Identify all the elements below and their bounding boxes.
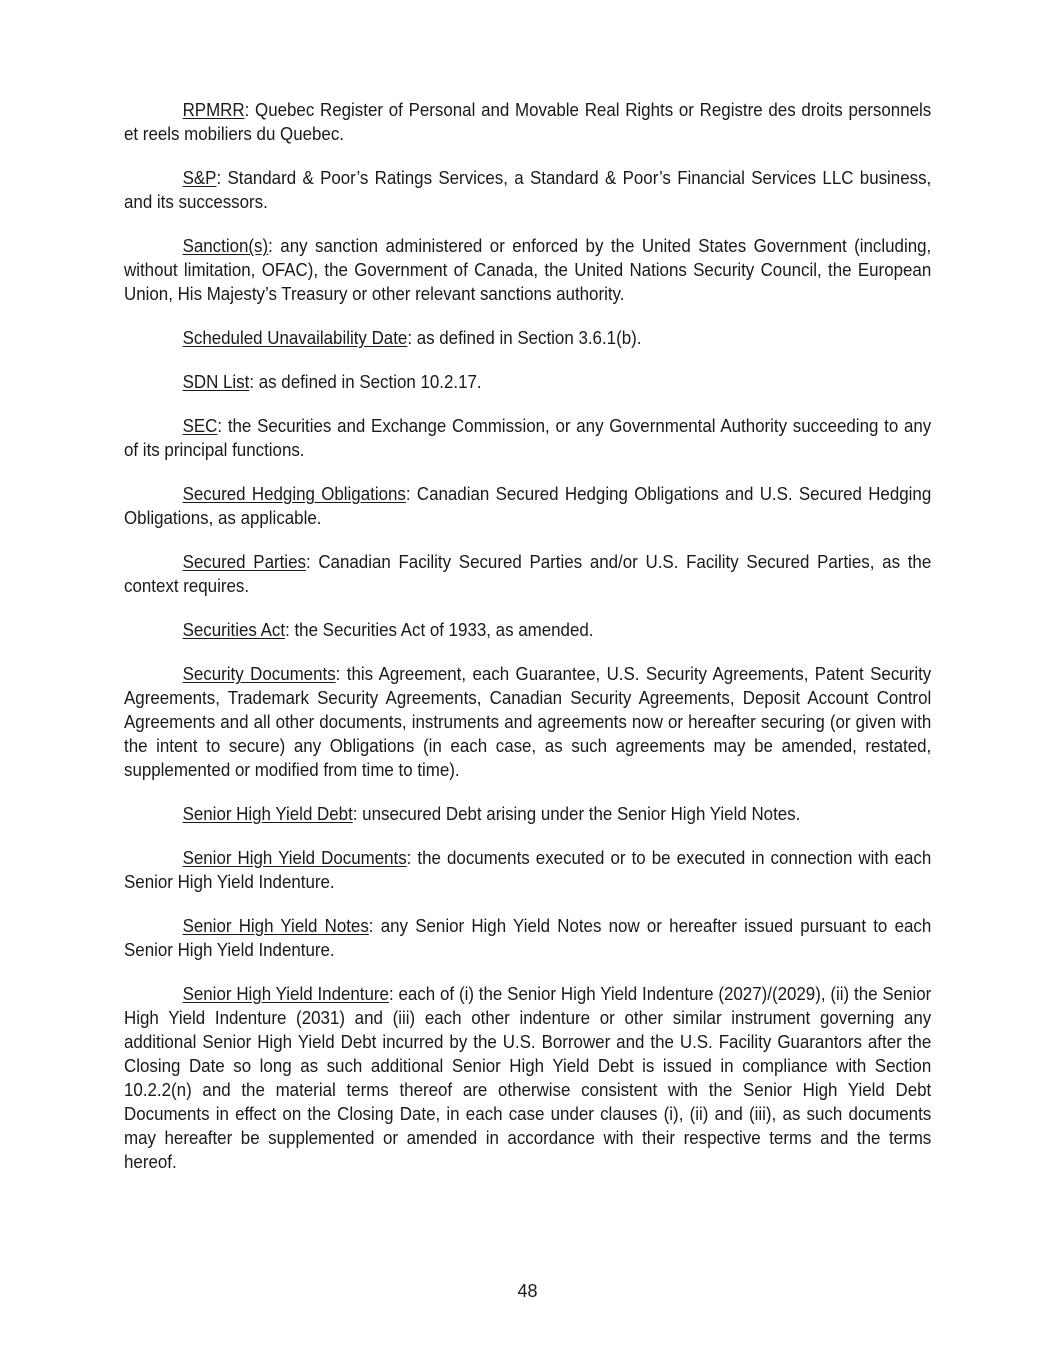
defined-term: Senior High Yield Notes: [182, 916, 369, 936]
definition-senior-high-yield-indenture: [124, 982, 931, 1174]
defined-term: Scheduled Unavailability Date: [182, 328, 408, 348]
definition-sec: [124, 414, 931, 462]
defined-term: SDN List: [182, 372, 250, 392]
definition-text: : the Securities Act of 1933, as amended.: [285, 620, 594, 640]
definition-text: : Canadian Facility Secured Parties and/or U.S. Facility Secured Parties, as the context requires.: [124, 552, 932, 596]
definition-security-documents: [124, 662, 931, 782]
definition-text: : Standard & Poor’s Ratings Services, a Standard & Poor’s Financial Services LLC business, and its successors.: [124, 168, 932, 212]
defined-term: Security Documents: [182, 664, 336, 684]
definition-rpmrr: [124, 98, 931, 146]
defined-term: Senior High Yield Documents: [182, 848, 407, 868]
definition-text: : any Senior High Yield Notes now or hereafter issued pursuant to each Senior High Yield Indenture.: [124, 916, 932, 960]
document-body: [124, 98, 931, 1194]
definition-senior-high-yield-notes: [124, 914, 931, 962]
definition-sdn-list: [124, 370, 931, 394]
defined-term: Secured Parties: [182, 552, 306, 572]
definition-securities-act: [124, 618, 931, 642]
defined-term: Secured Hedging Obligations: [182, 484, 406, 504]
definition-text: : Canadian Secured Hedging Obligations and U.S. Secured Hedging Obligations, as applicable.: [124, 484, 932, 528]
definition-senior-high-yield-documents: [124, 846, 931, 894]
defined-term: Sanction(s): [182, 236, 269, 256]
definition-text: : the Securities and Exchange Commission, or any Governmental Authority succeeding to any of its principal functions.: [124, 416, 932, 460]
defined-term: Securities Act: [182, 620, 286, 640]
definition-text: : this Agreement, each Guarantee, U.S. Security Agreements, Patent Security Agreements, Trademark Security Agreements, Canadian Security Agreements, Deposit Account Control Agreements and all other documents, instruments and agreements now or hereafter securing (or given with the intent to secure) any Obligations (in each case, as such agreements may be amended, restated, supplemented or modified from time to time).: [124, 664, 932, 780]
defined-term: SEC: [182, 416, 218, 436]
definition-text: : as defined in Section 3.6.1(b).: [407, 328, 642, 348]
defined-term: RPMRR: [182, 100, 245, 120]
definition-s-and-p: [124, 166, 931, 214]
definition-sanctions: [124, 234, 931, 306]
defined-term: Senior High Yield Debt: [182, 804, 353, 824]
definition-text: : the documents executed or to be executed in connection with each Senior High Yield Indenture.: [124, 848, 932, 892]
definition-text: : any sanction administered or enforced by the United States Government (including, without limitation, OFAC), the Government of Canada, the United Nations Security Council, the European Union, His Majesty’s Treasury or other relevant sanctions authority.: [124, 236, 932, 304]
defined-term: S&P: [182, 168, 217, 188]
definition-scheduled-unavailability-date: [124, 326, 931, 350]
defined-term: Senior High Yield Indenture: [182, 984, 389, 1004]
page-number: 48: [517, 1281, 538, 1301]
definition-secured-parties: [124, 550, 931, 598]
definition-text: : Quebec Register of Personal and Movable Real Rights or Registre des droits personnels et reels mobiliers du Quebec.: [124, 100, 932, 144]
definition-senior-high-yield-debt: [124, 802, 931, 826]
definition-secured-hedging-obligations: [124, 482, 931, 530]
definition-text: : as defined in Section 10.2.17.: [249, 372, 482, 392]
definition-text: : unsecured Debt arising under the Senior High Yield Notes.: [352, 804, 801, 824]
definition-text: : each of (i) the Senior High Yield Indenture (2027)/(2029), (ii) the Senior High Yield Indenture (2031) and (iii) each other indenture or other similar instrument governing any additional Senior High Yield Debt incurred by the U.S. Borrower and the U.S. Facility Guarantors after the Closing Date so long as such additional Senior High Yield Debt is issued in compliance with Section 10.2.2(n) and the material terms thereof are otherwise consistent with the Senior High Yield Debt Documents in effect on the Closing Date, in each case under clauses (i), (ii) and (iii), as such documents may hereafter be supplemented or amended in accordance with their respective terms and the terms hereof.: [124, 984, 932, 1172]
